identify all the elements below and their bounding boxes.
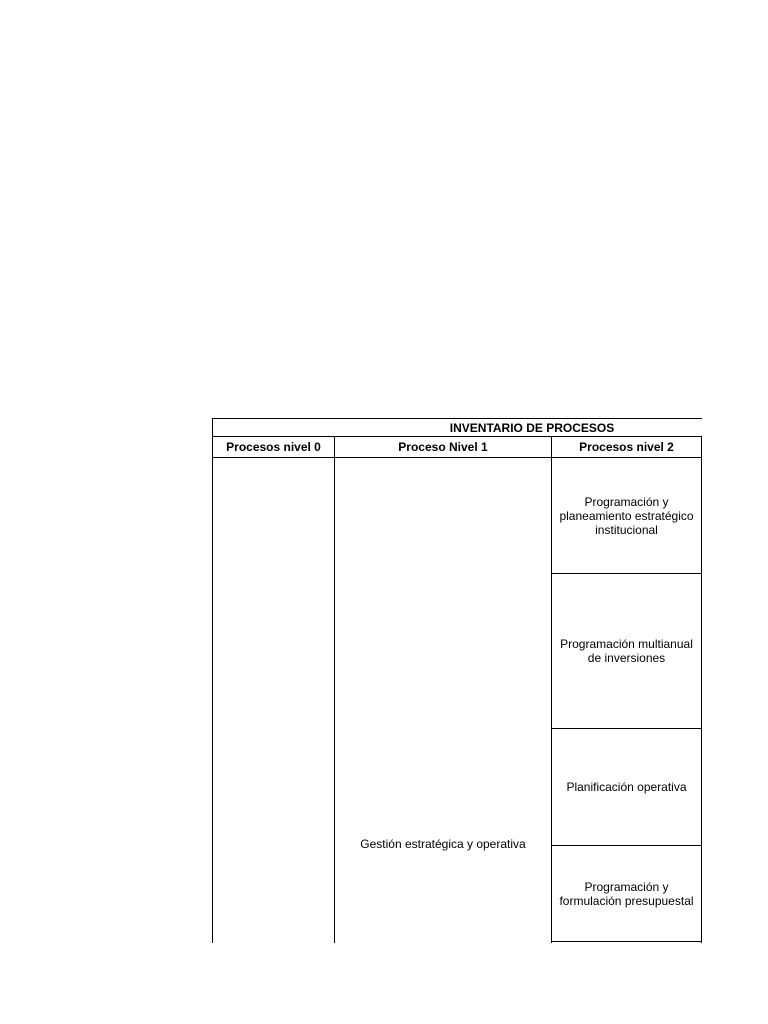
header-process-level-1: Proceso Nivel 1 [398,440,488,454]
level2-cell-budget-formulation: Programación y formulación presupuestal [559,879,694,908]
level2-cell-operational-planning: Planificación operativa [566,780,687,794]
level2-row4-bottom-border [551,941,702,942]
level0-cell [213,458,334,943]
level2-cell-strategic-planning: Programación y planeamiento estratégico institucional [559,494,694,537]
table-right-border [701,436,702,943]
level2-cell-multiannual-investment: Programación multianual de inversiones [560,637,693,665]
process-inventory-table [212,418,702,943]
column-divider-1 [334,436,335,943]
table-title: INVENTARIO DE PROCESOS [449,420,615,435]
header-processes-level-0: Procesos nivel 0 [226,440,321,454]
level1-cell: Gestión estratégica y operativa [360,837,526,851]
header-processes-level-2: Procesos nivel 2 [579,440,674,454]
